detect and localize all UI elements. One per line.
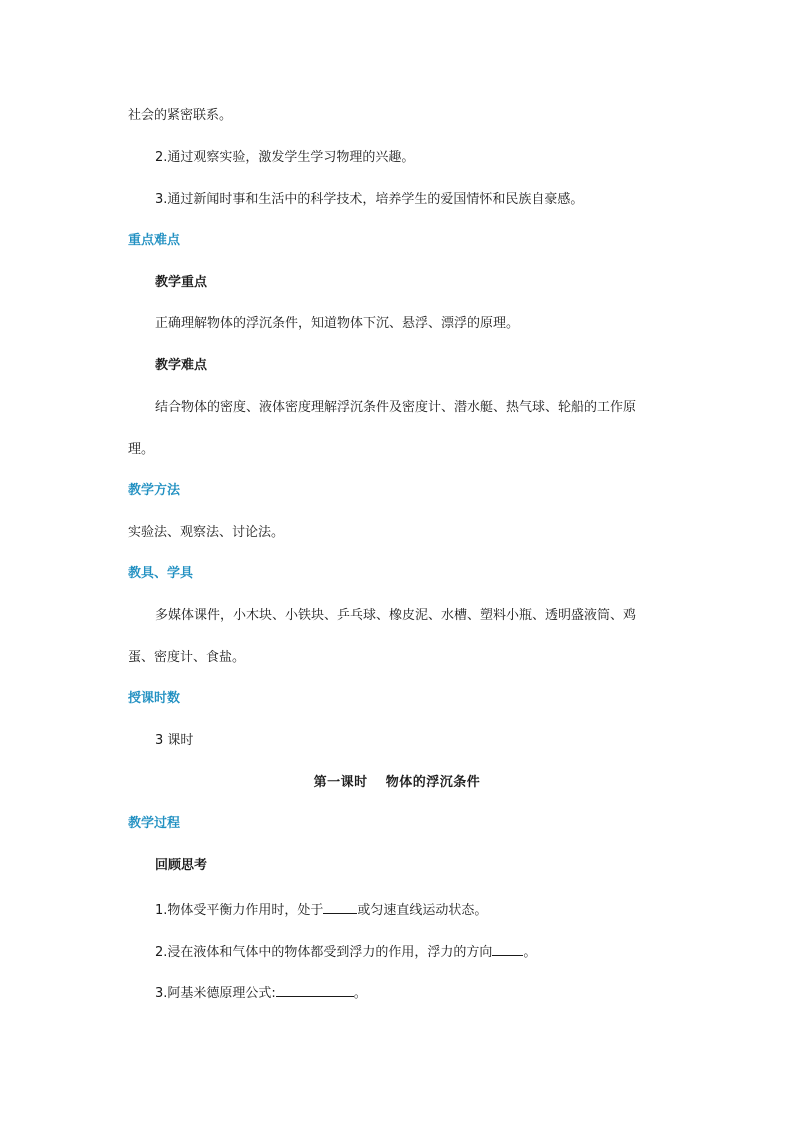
paragraph-teaching-tools-2: 蛋、密度计、食盐。 [128,650,246,665]
question-2-suffix: 。 [523,945,537,960]
lesson-title-topic: 物体的浮沉条件 [385,775,481,790]
question-1-blank [323,900,357,914]
paragraph-teaching-difficulty-2: 理。 [128,442,155,457]
question-1-suffix: 或匀速直线运动状态。 [357,903,488,918]
paragraph-teaching-method: 实验法、观察法、讨论法。 [128,525,285,540]
section-heading-key-points: 重点难点 [128,233,181,248]
paragraph-class-hours: 3 课时 [155,733,194,748]
section-heading-teaching-tools: 教具、学具 [128,566,194,581]
question-3-prefix: 3.阿基米德原理公式: [155,986,276,1001]
paragraph-teaching-tools-1: 多媒体课件，小木块、小铁块、乒乓球、橡皮泥、水槽、塑料小瓶、透明盛液筒、鸡 [155,608,637,623]
paragraph-goal-tail: 社会的紧密联系。 [128,108,233,123]
question-3-suffix: 。 [353,986,367,1001]
subheading-review: 回顾思考 [155,858,208,873]
question-3 [0,983,794,1002]
question-1-prefix: 1.物体受平衡力作用时，处于 [155,903,324,918]
paragraph-goal-2: 2.通过观察实验，激发学生学习物理的兴趣。 [155,150,415,165]
section-heading-class-hours: 授课时数 [128,691,181,706]
section-heading-teaching-process: 教学过程 [128,816,181,831]
section-heading-teaching-method: 教学方法 [128,483,181,498]
question-2-blank [492,942,523,956]
question-3-blank [276,983,354,997]
paragraph-goal-3: 3.通过新闻时事和生活中的科学技术，培养学生的爱国情怀和民族自豪感。 [155,192,584,207]
paragraph-teaching-focus: 正确理解物体的浮沉条件，知道物体下沉、悬浮、漂浮的原理。 [155,316,520,331]
paragraph-teaching-difficulty-1: 结合物体的密度、液体密度理解浮沉条件及密度计、潜水艇、热气球、轮船的工作原 [155,400,637,415]
question-2 [0,942,794,961]
subheading-teaching-difficulty: 教学难点 [155,358,208,373]
question-1 [0,900,794,919]
lesson-title [0,775,794,791]
question-2-prefix: 2.浸在液体和气体中的物体都受到浮力的作用，浮力的方向 [155,945,493,960]
lesson-title-number: 第一课时 [313,775,368,790]
subheading-teaching-focus: 教学重点 [155,275,208,290]
